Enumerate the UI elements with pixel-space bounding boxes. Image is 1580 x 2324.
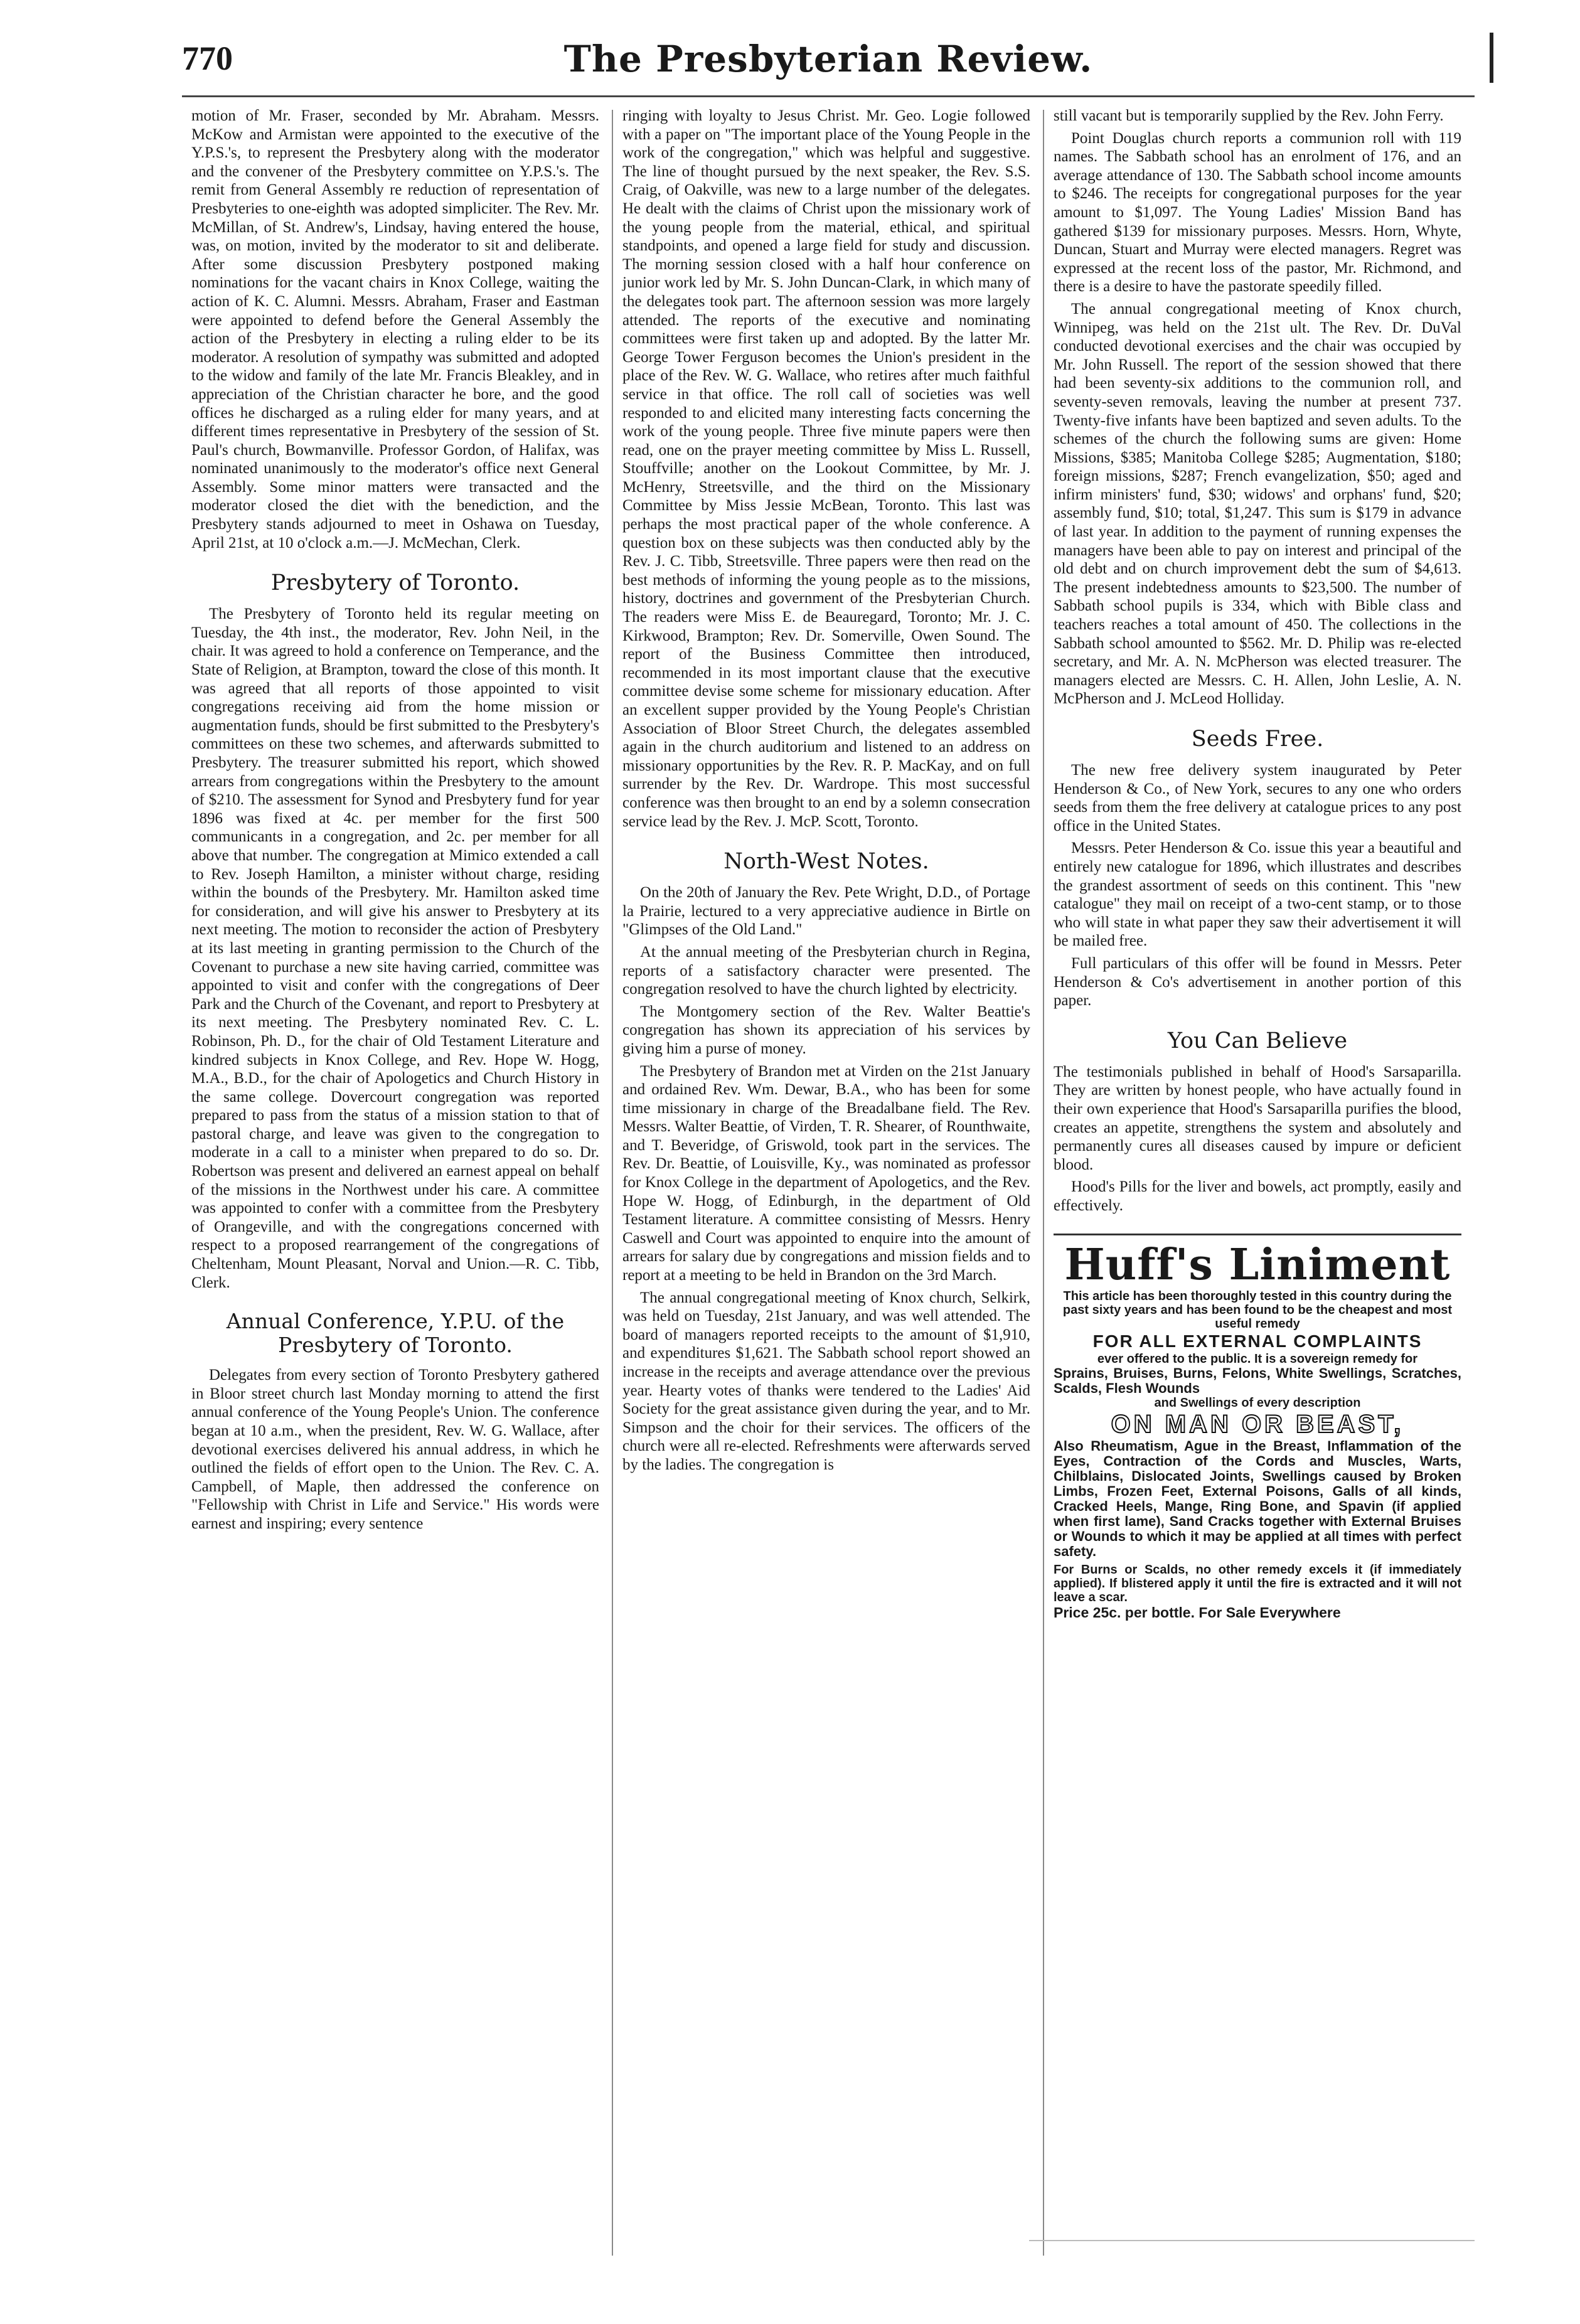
- liniment-advertisement: [1054, 1234, 1461, 1621]
- paragraph: Hood's Pills for the liver and bowels, act promptly, easily and effectively.: [1054, 1178, 1461, 1214]
- column-1: [191, 107, 599, 1537]
- ad-and-line: and Swellings of every description: [1154, 1396, 1361, 1410]
- section-title: Presbytery of Toronto.: [270, 570, 520, 596]
- paragraph: The new free delivery system inaugurated by Peter Henderson & Co., of New York, secures to any one who orders seeds from them the free delivery at catalogue prices to any post office in the United States.: [1054, 762, 1461, 834]
- paragraph: Delegates from every section of Toronto Presbytery gathered in Bloor street church last Monday morning to attend the first annual conference of the Young People's Union. The conference began at 10 a.m., when the president, Rev. W. G. Wallace, after devotional exercises delivered his annual address, in which he outlined the fields of effort open to the Union. The Rev. C. A. Campbell, of Maple, then addressed the conference on "Fellowship with Christ in Life and Service." His words were earnest and inspiring; every sentence: [191, 1367, 599, 1532]
- page-number: 770: [182, 40, 233, 77]
- paragraph: The annual congregational meeting of Knox church, Selkirk, was held on Tuesday, 21st January, and was well attended. The board of managers reported receipts to the amount of $1,910, and expenditures $1,621. The Sabbath school report showed an increase in the receipts and average attendance over the previous year. Hearty votes of thanks were tendered to the Ladies' Aid Society for the great assistance given during the year, and to Mr. Simpson and the choir for their services. The officers of the church were all re-elected. Refreshments were afterwards served by the ladies. The congregation is: [622, 1289, 1030, 1473]
- section-title: Annual Conference, Y.P.U. of the Presbytery of Toronto.: [226, 1309, 565, 1358]
- ad-note: For Burns or Scalds, no other remedy excels it (if immediately applied). If blistered apply it until the fire is extracted and it will not leave a scar.: [1054, 1563, 1461, 1605]
- paragraph: The testimonials published in behalf of Hood's Sarsaparilla. They are written by honest people, who have actually found in their own experience that Hood's Sarsaparilla purifies the blood, creates an appetite, strengthens the system and absolutely and permanently cures all diseases caused by impure or deficient blood.: [1054, 1063, 1461, 1173]
- corner-mark: [1490, 33, 1493, 83]
- header-rule: [182, 95, 1475, 97]
- ad-title: Huff's Liniment: [1064, 1240, 1451, 1291]
- column-2: [622, 107, 1030, 1478]
- paragraph: The Presbytery of Brandon met at Virden on the 21st January and ordained Rev. Wm. Dewar, B.A., who has been for some time missionary in charge of the Breadalbane field. The Rev. Messrs. Walter Beattie, of Virden, T. R. Shearer, of Rounthwaite, and T. Beveridge, of Griswold, took part in the services. The Rev. Dr. Beattie, of Louisville, Ky., was nominated as professor for Knox College in the department of Apologetics, and the Rev. Hope W. Hogg, of Edinburgh, in the department of Old Testament literature. A committee consisting of Messrs. Henry Caswell and Court was appointed to enquire into the amount of arrears for salary due by congregations and mission fields and to report at a meeting to be held in Brandon on the 3rd March.: [622, 1062, 1030, 1284]
- paragraph: motion of Mr. Fraser, seconded by Mr. Abraham. Messrs. McKow and Armistan were appointed to the executive of the Y.P.S.'s, to represent the Presbytery along with the moderator and the convener of the Presbytery committee on Y.P.S.'s. The remit from General Assembly re reduction of representation of Presbyteries to one-eighth was adopted simpliciter. The Rev. Mr. McMillan, of St. Andrew's, Lindsay, having entered the house, was, on motion, invited by the moderator to sit and deliberate. After some discussion Presbytery postponed making nominations for the vacant chairs in Knox College, waiting the action of K. C. Alumni. Messrs. Abraham, Fraser and Eastman were appointed to defend before the General Assembly the action of the Presbytery in electing a ruling elder to be its moderator. A resolution of sympathy was submitted and adopted to the widow and family of the late Mr. Francis Bleakley, and in appreciation of the Christian character he bore, and the good offices he discharged as a ruling elder for many years, and at different times representative in Presbytery of the session of St. Paul's church, Bowmanville. Professor Gordon, of Halifax, was nominated unanimously to the moderator's office next General Assembly. Some minor matters were transacted and the moderator closed the diet with the benediction, and the Presbytery stands adjourned to meet in Oshawa on Tuesday, April 21st, at 10 o'clock a.m.—J. McMechan, Clerk.: [191, 107, 599, 552]
- column-3: [1054, 107, 1461, 1621]
- journal-title: The Presbyterian Review.: [563, 38, 1093, 80]
- paragraph: ringing with loyalty to Jesus Christ. Mr. Geo. Logie followed with a paper on "The important place of the Young People in the work of the congregation," which was helpful and suggestive. The line of thought pursued by the next speaker, the Rev. S.S. Craig, of Oakville, was new to a large number of the delegates. He dealt with the claims of Christ upon the missionary work of the young people from the material, ethical, and spiritual standpoints, and opened a large field for study and discussion. The morning session closed with a half hour conference on junior work led by Mr. S. John Duncan-Clark, in which many of the delegates took part. The afternoon session was more largely attended. The reports of the executive and nominating committees were first taken up and adopted. By the latter Mr. George Tower Ferguson becomes the Union's president in the place of the Rev. W. G. Wallace, who retires after much faithful service in that office. The roll call of societies was well responded to and elicited many interesting facts concerning the work of the young people. Three five minute papers were then read, one on the prayer meeting committee by Miss L. Russell, Stouffville; another on the Lookout Committee, by Mr. J. McHenry, Streetsville, and the third on the Missionary Committee by Miss Jessie McBean, Toronto. This last was perhaps the most practical paper of the whole conference. A question box on these subjects was then conducted ably by the Rev. J. C. Tibb, Streetsville. Three papers were then read on the best methods of informing the young people as to the missions, history, doctrines and government of the Presbyterian Church. The readers were Miss E. de Beauregard, Toronto; Mr. J. C. Kirkwood, Brampton; Rev. Dr. Somerville, Owen Sound. The report of the Business Committee then introduced, recommended in its most important clause that the executive committee devise some scheme for missionary education. After an excellent supper provided by the Young People's Christian Association of Bloor Street Church, the delegates assembled again in the church auditorium and listened to an address on missionary opportunities by the Rev. R. P. MacKay, and on full surrender by the Rev. Dr. Wardrope. This most successful conference was then brought to an end by a solemn consecration service lead by the Rev. J. McP. Scott, Toronto.: [622, 107, 1030, 830]
- paragraph: Messrs. Peter Henderson & Co. issue this year a beautiful and entirely new catalogue for 1896, which illustrates and describes the grandest assortment of seeds on this continent. This "new catalogue" they mail on receipt of a two-cent stamp, or to those who will state in what paper they saw their advertisement it will be mailed free.: [1054, 840, 1461, 950]
- section-title: Seeds Free.: [1191, 727, 1324, 752]
- page-header: [182, 33, 1475, 95]
- paragraph: The Montgomery section of the Rev. Walter Beattie's congregation has shown its appreciation of his services by giving him a purse of money.: [622, 1003, 1030, 1057]
- paragraph: On the 20th of January the Rev. Pete Wright, D.D., of Portage la Prairie, lectured to a very appreciative audience in Birtle on "Glimpses of the Old Land.": [622, 884, 1030, 939]
- section-title: North-West Notes.: [723, 849, 929, 875]
- bottom-rule: [1029, 2240, 1475, 2241]
- paragraph: The annual congregational meeting of Knox church, Winnipeg, was held on the 21st ult. The Rev. Dr. DuVal conducted devotional exercises and the chair was occupied by Mr. John Russell. The report of the session showed that there had been seventy-six additions to the communion roll, and seventy-seven removals, leaving the number at present 737. Twenty-five infants have been baptized and seven adults. To the schemes of the church the following sums are given: Home Missions, $385; Manitoba College $285; Augmentation, $180; foreign missions, $287; French evangelization, $50; aged and infirm ministers' fund, $30; widows' and orphans' fund, $20; assembly fund, $10; total, $1,247. This sum is $179 in advance of last year. In addition to the payment of running expenses the managers have been able to pay on interest and principal of the old debt and on church improvement debt the sum of $4,613. The present indebtedness amounts to $23,500. The number of Sabbath school pupils is 334, which with Bible class and teachers reaches a total amount of 450. The collections in the Sabbath school amounted to $562. Mr. D. Philip was re-elected secretary, and Mr. A. N. McPherson was elected treasurer. The managers elected are Messrs. C. H. Allen, John Leslie, A. N. McPherson and J. McLeod Holliday.: [1054, 300, 1461, 708]
- ad-ailments-list-2: Also Rheumatism, Ague in the Breast, Inflammation of the Eyes, Contraction of the Cords and Muscles, Warts, Chilblains, Dislocated Joints, Swellings caused by Broken Limbs, Frozen Feet, External Poisons, Galls of all kinds, Cracked Heels, Mange, Ring Bone, and Spavin (if applied when first lame), Sand Cracks together with External Bruises or Wounds to which it may be applied at all times with perfect safety.: [1054, 1438, 1461, 1560]
- paragraph: Full particulars of this offer will be found in Messrs. Peter Henderson & Co's advertisement in another portion of this paper.: [1054, 954, 1461, 1010]
- section-title: You Can Believe: [1167, 1028, 1348, 1053]
- column-divider: [1043, 110, 1044, 2256]
- ad-ailments-list: Sprains, Bruises, Burns, Felons, White Swellings, Scratches, Scalds, Flesh Wounds: [1054, 1365, 1461, 1397]
- column-divider: [612, 110, 613, 2256]
- ad-rule: [1054, 1234, 1461, 1235]
- ad-intro: This article has been thoroughly tested in this country during the past sixty years and has been found to be the cheapest and most useful remedy: [1062, 1289, 1453, 1331]
- ad-price: Price 25c. per bottle. For Sale Everywhere: [1054, 1604, 1341, 1621]
- ad-outline-heading: ON MAN OR BEAST,: [1111, 1410, 1404, 1439]
- paragraph: The Presbytery of Toronto held its regular meeting on Tuesday, the 4th inst., the moderator, Rev. John Neil, in the chair. It was agreed to hold a conference on Temperance, and the State of Religion, at Brampton, toward the close of this month. It was agreed that all reports of those appointed to visit congregations receiving aid from the home mission or augmentation funds, should be first submitted to the Presbytery's committees on these two schemes, and afterwards submitted to Presbytery. The treasurer submitted his report, which showed arrears from congregations within the Presbytery to the amount of $210. The assessment for Synod and Presbytery fund for year 1896 was fixed at 4c. per member for the first 500 communicants in a congregation, and 2c. per member for all above that number. The congregation at Mimico extended a call to Rev. Joseph Hamilton, a minister without charge, residing within the bounds of the Presbytery. Mr. Hamilton asked time for consideration, and will give his answer to Presbytery at its next meeting. The motion to reconsider the action of Presbytery at its last meeting in granting permission to the Church of the Covenant to purchase a new site having carried, committee was appointed to visit and confer with the congregations of Deer Park and the Church of the Covenant, and report to Presbytery at its next meeting. The Presbytery nominated Rev. C. L. Robinson, Ph. D., for the chair of Old Testament Literature and kindred subjects in Knox College, and Rev. Hope W. Hogg, M.A., B.D., for the chair of Apologetics and Church History in the same college. Dovercourt congregation was reported prepared to pass from the status of a mission station to that of pastoral charge, and leave was given to the congregation to moderate in a call to a minister when prepared to do so. Dr. Robertson was present and delivered an earnest appeal on behalf of the missions in the Northwest under his care. A committee was appointed to confer with a committee from the Presbytery of Orangeville, and with the congregations concerned with respect to a proposed rearrangement of the congregations of Cheltenham, Mount Pleasant, Norval and Union.—R. C. Tibb, Clerk.: [191, 605, 599, 1291]
- paragraph: still vacant but is temporarily supplied by the Rev. John Ferry.: [1054, 107, 1444, 124]
- ad-headline: FOR ALL EXTERNAL COMPLAINTS: [1092, 1331, 1423, 1351]
- paragraph: Point Douglas church reports a communion roll with 119 names. The Sabbath school has an enrolment of 176, and an average attendance of 130. The Sabbath school income amounts to $246. The receipts for congregational purposes for the year amount to $1,097. The Young Ladies' Mission Band has gathered $139 for missionary purposes. Messrs. Horn, Whyte, Duncan, Stuart and Murray were elected managers. Regret was expressed at the recent loss of the pastor, Mr. Richmond, and there is a desire to have the pastorate speedily filled.: [1054, 129, 1461, 296]
- paragraph: At the annual meeting of the Presbyterian church in Regina, reports of a satisfactory character were presented. The congregation resolved to have the church lighted by electricity.: [622, 943, 1030, 998]
- ad-subline: ever offered to the public. It is a sovereign remedy for: [1097, 1352, 1418, 1367]
